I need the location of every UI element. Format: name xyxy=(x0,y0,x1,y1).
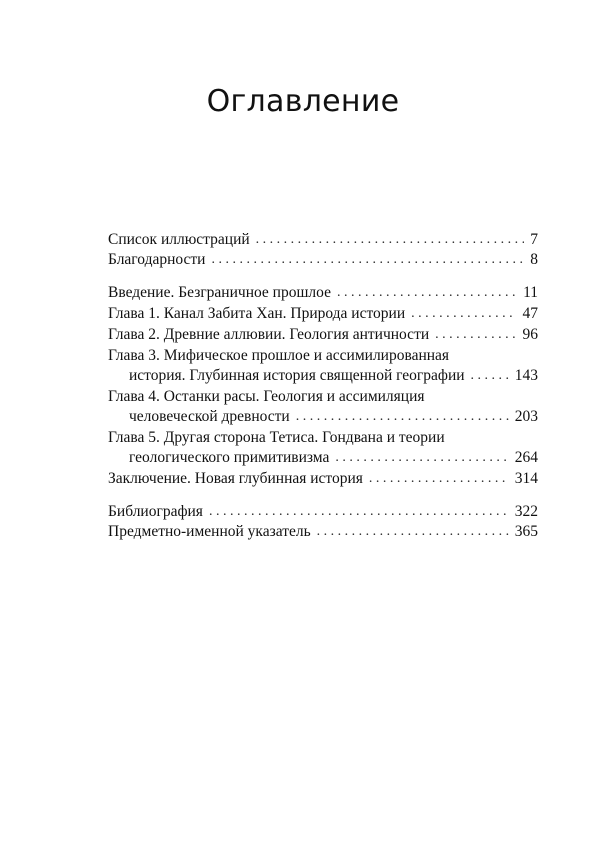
toc-entry-introduction[interactable] xyxy=(108,283,538,303)
toc-entry-title: Введение. Безграничное прошлое xyxy=(108,284,331,301)
toc-entry-index[interactable] xyxy=(108,522,538,542)
toc-entry-bibliography[interactable] xyxy=(108,502,538,522)
leader-dots xyxy=(256,230,525,250)
leader-dots xyxy=(211,250,524,270)
toc-entry-conclusion[interactable] xyxy=(108,469,538,489)
leader-dots xyxy=(317,522,509,542)
table-of-contents xyxy=(108,230,538,542)
leader-dots xyxy=(435,325,516,345)
toc-page-number: 8 xyxy=(530,251,538,268)
toc-entry-title: Библиография xyxy=(108,503,203,520)
leader-dots xyxy=(337,283,517,303)
toc-entry-title: Глава 2. Древние аллювии. Геология античности xyxy=(108,326,430,343)
toc-entry-title-line2: история. Глубинная история священной географии xyxy=(129,367,465,384)
leader-dots xyxy=(471,366,509,386)
leader-dots xyxy=(296,407,509,427)
toc-page-number: 11 xyxy=(523,284,538,301)
leader-dots xyxy=(335,448,508,468)
toc-entry-title-line2: человеческой древности xyxy=(129,408,290,425)
toc-page-number: 7 xyxy=(530,231,538,248)
toc-entry-illustrations[interactable] xyxy=(108,230,538,250)
toc-entry-title-line1: Глава 4. Останки расы. Геология и ассимиляция xyxy=(108,388,425,405)
toc-page-number: 143 xyxy=(514,367,538,384)
toc-entry-title: Глава 1. Канал Забита Хан. Природа истории xyxy=(108,305,406,322)
toc-entry-chapter-2[interactable] xyxy=(108,325,538,345)
toc-entry-title: Заключение. Новая глубинная история xyxy=(108,470,363,487)
toc-main-chapters xyxy=(108,283,538,489)
toc-front-matter xyxy=(108,230,538,270)
toc-entry-title-line1: Глава 3. Мифическое прошлое и ассимилированная xyxy=(108,347,450,364)
toc-page-number: 264 xyxy=(514,449,538,466)
toc-page-number: 314 xyxy=(514,470,538,487)
toc-entry-title-line1: Глава 5. Другая сторона Тетиса. Гондвана и теории xyxy=(108,429,445,446)
toc-back-matter xyxy=(108,502,538,542)
toc-entry-chapter-5[interactable] xyxy=(108,428,538,468)
toc-page-number: 322 xyxy=(514,503,538,520)
toc-page-number: 96 xyxy=(522,326,538,343)
toc-entry-title: Благодарности xyxy=(108,251,206,268)
toc-entry-chapter-3[interactable] xyxy=(108,346,538,386)
leader-dots xyxy=(209,502,509,522)
toc-entry-title: Список иллюстраций xyxy=(108,231,250,248)
toc-page-number: 47 xyxy=(522,305,538,322)
leader-dots xyxy=(411,304,516,324)
toc-entry-title-line2: геологического примитивизма xyxy=(129,449,330,466)
toc-page-number: 203 xyxy=(514,408,538,425)
page-title: Оглавление xyxy=(206,84,400,119)
toc-entry-acknowledgements[interactable] xyxy=(108,250,538,270)
toc-entry-chapter-1[interactable] xyxy=(108,304,538,324)
toc-entry-title: Предметно-именной указатель xyxy=(108,523,311,540)
leader-dots xyxy=(369,469,509,489)
toc-entry-chapter-4[interactable] xyxy=(108,387,538,427)
toc-page-number: 365 xyxy=(514,523,538,540)
